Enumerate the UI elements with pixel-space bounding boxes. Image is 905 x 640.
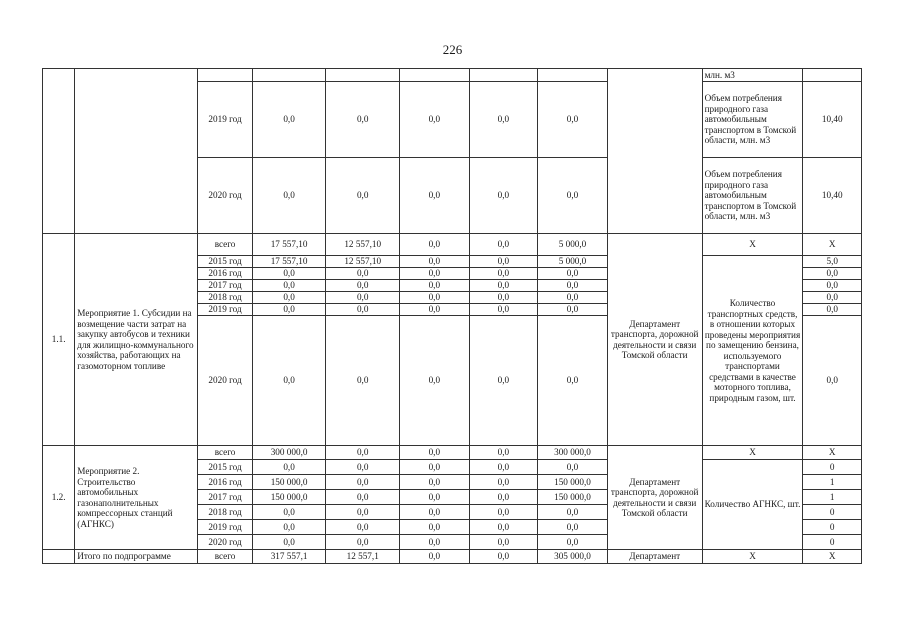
table-row (43, 234, 862, 256)
value-cell: 17 557,10 (252, 256, 326, 268)
value-cell: 0,0 (538, 158, 608, 234)
indicator-value-cell: 0,0 (803, 268, 862, 280)
value-cell: 5 000,0 (538, 234, 608, 256)
indicator-cell: Количество транспортных средств, в отношении которых проведены мероприятия по замещению бензина, используемого транспортами средствами в качестве моторного топлива, природным газом, шт. (702, 256, 803, 446)
executor-cell (607, 69, 702, 234)
indicator-cell: X (702, 550, 803, 564)
indicator-cell: Объем потребления природного газа автомобильным транспортом в Томской области, млн. м3 (702, 158, 803, 234)
value-cell: 0,0 (400, 158, 470, 234)
indicator-value-cell: 0 (803, 505, 862, 520)
value-cell: 0,0 (469, 535, 538, 550)
value-cell: 0,0 (400, 446, 470, 460)
table-row (43, 446, 862, 460)
value-cell: 0,0 (469, 268, 538, 280)
value-cell: 0,0 (252, 460, 326, 475)
year-cell: 2017 год (198, 280, 252, 292)
name-cell (75, 69, 198, 234)
indicator-cell: X (702, 446, 803, 460)
value-cell (469, 69, 538, 82)
value-cell: 0,0 (326, 535, 400, 550)
indicator-value-cell (803, 69, 862, 82)
table-row (43, 69, 862, 82)
year-cell (198, 69, 252, 82)
executor-cell: Департамент (607, 550, 702, 564)
year-cell: 2020 год (198, 316, 252, 446)
value-cell: 0,0 (252, 268, 326, 280)
value-cell: 0,0 (469, 550, 538, 564)
year-cell: 2019 год (198, 82, 252, 158)
value-cell (252, 69, 326, 82)
value-cell: 150 000,0 (252, 490, 326, 505)
value-cell: 0,0 (538, 268, 608, 280)
value-cell: 0,0 (252, 505, 326, 520)
year-cell: 2019 год (198, 304, 252, 316)
indicator-value-cell: 0 (803, 460, 862, 475)
value-cell: 0,0 (400, 505, 470, 520)
value-cell: 0,0 (538, 292, 608, 304)
value-cell: 0,0 (400, 460, 470, 475)
value-cell: 12 557,1 (326, 550, 400, 564)
value-cell: 0,0 (469, 256, 538, 268)
executor-cell: Департамент транспорта, дорожной деятельности и связи Томской области (607, 446, 702, 550)
value-cell: 12 557,10 (326, 234, 400, 256)
executor-cell: Департамент транспорта, дорожной деятельности и связи Томской области (607, 234, 702, 446)
value-cell: 0,0 (326, 460, 400, 475)
measure-number: 1.1. (43, 234, 75, 446)
measure-name: Мероприятие 2. Строительство автомобильных газонаполнительных компрессорных станций (АГНКС) (75, 446, 198, 550)
value-cell: 317 557,1 (252, 550, 326, 564)
value-cell: 300 000,0 (538, 446, 608, 460)
page-number: 226 (442, 42, 463, 57)
value-cell: 0,0 (469, 505, 538, 520)
value-cell: 0,0 (538, 82, 608, 158)
value-cell: 0,0 (400, 475, 470, 490)
value-cell: 0,0 (400, 550, 470, 564)
value-cell: 0,0 (400, 292, 470, 304)
year-cell: 2018 год (198, 292, 252, 304)
value-cell: 0,0 (400, 82, 470, 158)
value-cell: 0,0 (252, 520, 326, 535)
value-cell: 0,0 (538, 535, 608, 550)
value-cell: 0,0 (326, 475, 400, 490)
value-cell: 0,0 (326, 280, 400, 292)
year-cell: 2016 год (198, 475, 252, 490)
indicator-value-cell: 1 (803, 475, 862, 490)
indicator-value-cell: X (803, 234, 862, 256)
value-cell: 0,0 (252, 158, 326, 234)
value-cell: 0,0 (400, 256, 470, 268)
total-label: Итого по подпрограмме (75, 550, 198, 564)
value-cell: 0,0 (326, 158, 400, 234)
year-cell: 2015 год (198, 256, 252, 268)
indicator-value-cell: 10,40 (803, 158, 862, 234)
value-cell: 0,0 (400, 304, 470, 316)
indicator-value-cell: 0,0 (803, 280, 862, 292)
year-cell: 2015 год (198, 460, 252, 475)
value-cell: 305 000,0 (538, 550, 608, 564)
value-cell: 0,0 (326, 82, 400, 158)
indicator-value-cell: 0,0 (803, 292, 862, 304)
value-cell: 0,0 (469, 475, 538, 490)
value-cell (326, 69, 400, 82)
value-cell: 0,0 (469, 280, 538, 292)
value-cell: 0,0 (400, 234, 470, 256)
value-cell: 0,0 (326, 520, 400, 535)
value-cell: 0,0 (252, 292, 326, 304)
value-cell: 0,0 (326, 505, 400, 520)
indicator-cell: Объем потребления природного газа автомобильным транспортом в Томской области, млн. м3 (702, 82, 803, 158)
value-cell: 0,0 (400, 520, 470, 535)
value-cell: 0,0 (469, 460, 538, 475)
value-cell: 17 557,10 (252, 234, 326, 256)
value-cell: 0,0 (469, 304, 538, 316)
indicator-value-cell: 1 (803, 490, 862, 505)
indicator-value-cell: X (803, 550, 862, 564)
value-cell: 0,0 (252, 316, 326, 446)
year-cell: 2020 год (198, 158, 252, 234)
indicator-value-cell: X (803, 446, 862, 460)
measure-name: Мероприятие 1. Субсидии на возмещение части затрат на закупку автобусов и техники для жилищно-коммунального хозяйства, работающих на газомоторном топливе (75, 234, 198, 446)
value-cell: 0,0 (252, 535, 326, 550)
value-cell: 0,0 (538, 520, 608, 535)
value-cell: 150 000,0 (252, 475, 326, 490)
value-cell: 0,0 (469, 316, 538, 446)
indicator-value-cell: 0,0 (803, 304, 862, 316)
value-cell: 300 000,0 (252, 446, 326, 460)
indicator-value-cell: 0 (803, 520, 862, 535)
value-cell: 0,0 (252, 304, 326, 316)
value-cell: 0,0 (400, 268, 470, 280)
value-cell (400, 69, 470, 82)
value-cell: 0,0 (469, 520, 538, 535)
value-cell: 150 000,0 (538, 490, 608, 505)
year-cell: всего (198, 234, 252, 256)
value-cell: 0,0 (469, 234, 538, 256)
value-cell: 0,0 (538, 505, 608, 520)
program-table (42, 68, 862, 564)
indicator-cell: млн. м3 (702, 69, 803, 82)
value-cell: 0,0 (400, 490, 470, 505)
year-cell: 2018 год (198, 505, 252, 520)
indicator-cell: X (702, 234, 803, 256)
value-cell: 0,0 (326, 490, 400, 505)
value-cell: 0,0 (326, 292, 400, 304)
measure-number: 1.2. (43, 446, 75, 550)
value-cell: 0,0 (469, 446, 538, 460)
year-cell: всего (198, 446, 252, 460)
num-cell (43, 69, 75, 234)
indicator-value-cell: 5,0 (803, 256, 862, 268)
value-cell: 0,0 (252, 82, 326, 158)
value-cell: 0,0 (538, 460, 608, 475)
indicator-value-cell: 10,40 (803, 82, 862, 158)
value-cell: 0,0 (538, 316, 608, 446)
value-cell: 0,0 (326, 446, 400, 460)
value-cell: 12 557,10 (326, 256, 400, 268)
value-cell: 0,0 (538, 304, 608, 316)
indicator-value-cell: 0 (803, 535, 862, 550)
year-cell: 2017 год (198, 490, 252, 505)
num-cell (43, 550, 75, 564)
value-cell: 0,0 (400, 280, 470, 292)
value-cell: 0,0 (326, 316, 400, 446)
value-cell: 0,0 (400, 316, 470, 446)
value-cell: 0,0 (252, 280, 326, 292)
value-cell: 0,0 (326, 268, 400, 280)
value-cell: 0,0 (469, 82, 538, 158)
year-cell: 2020 год (198, 535, 252, 550)
value-cell: 0,0 (469, 158, 538, 234)
year-cell: всего (198, 550, 252, 564)
value-cell (538, 69, 608, 82)
value-cell: 0,0 (469, 292, 538, 304)
value-cell: 5 000,0 (538, 256, 608, 268)
total-row (43, 550, 862, 564)
year-cell: 2019 год (198, 520, 252, 535)
value-cell: 150 000,0 (538, 475, 608, 490)
value-cell: 0,0 (469, 490, 538, 505)
indicator-cell: Количество АГНКС, шт. (702, 460, 803, 550)
year-cell: 2016 год (198, 268, 252, 280)
value-cell: 0,0 (326, 304, 400, 316)
value-cell: 0,0 (538, 280, 608, 292)
indicator-value-cell: 0,0 (803, 316, 862, 446)
value-cell: 0,0 (400, 535, 470, 550)
